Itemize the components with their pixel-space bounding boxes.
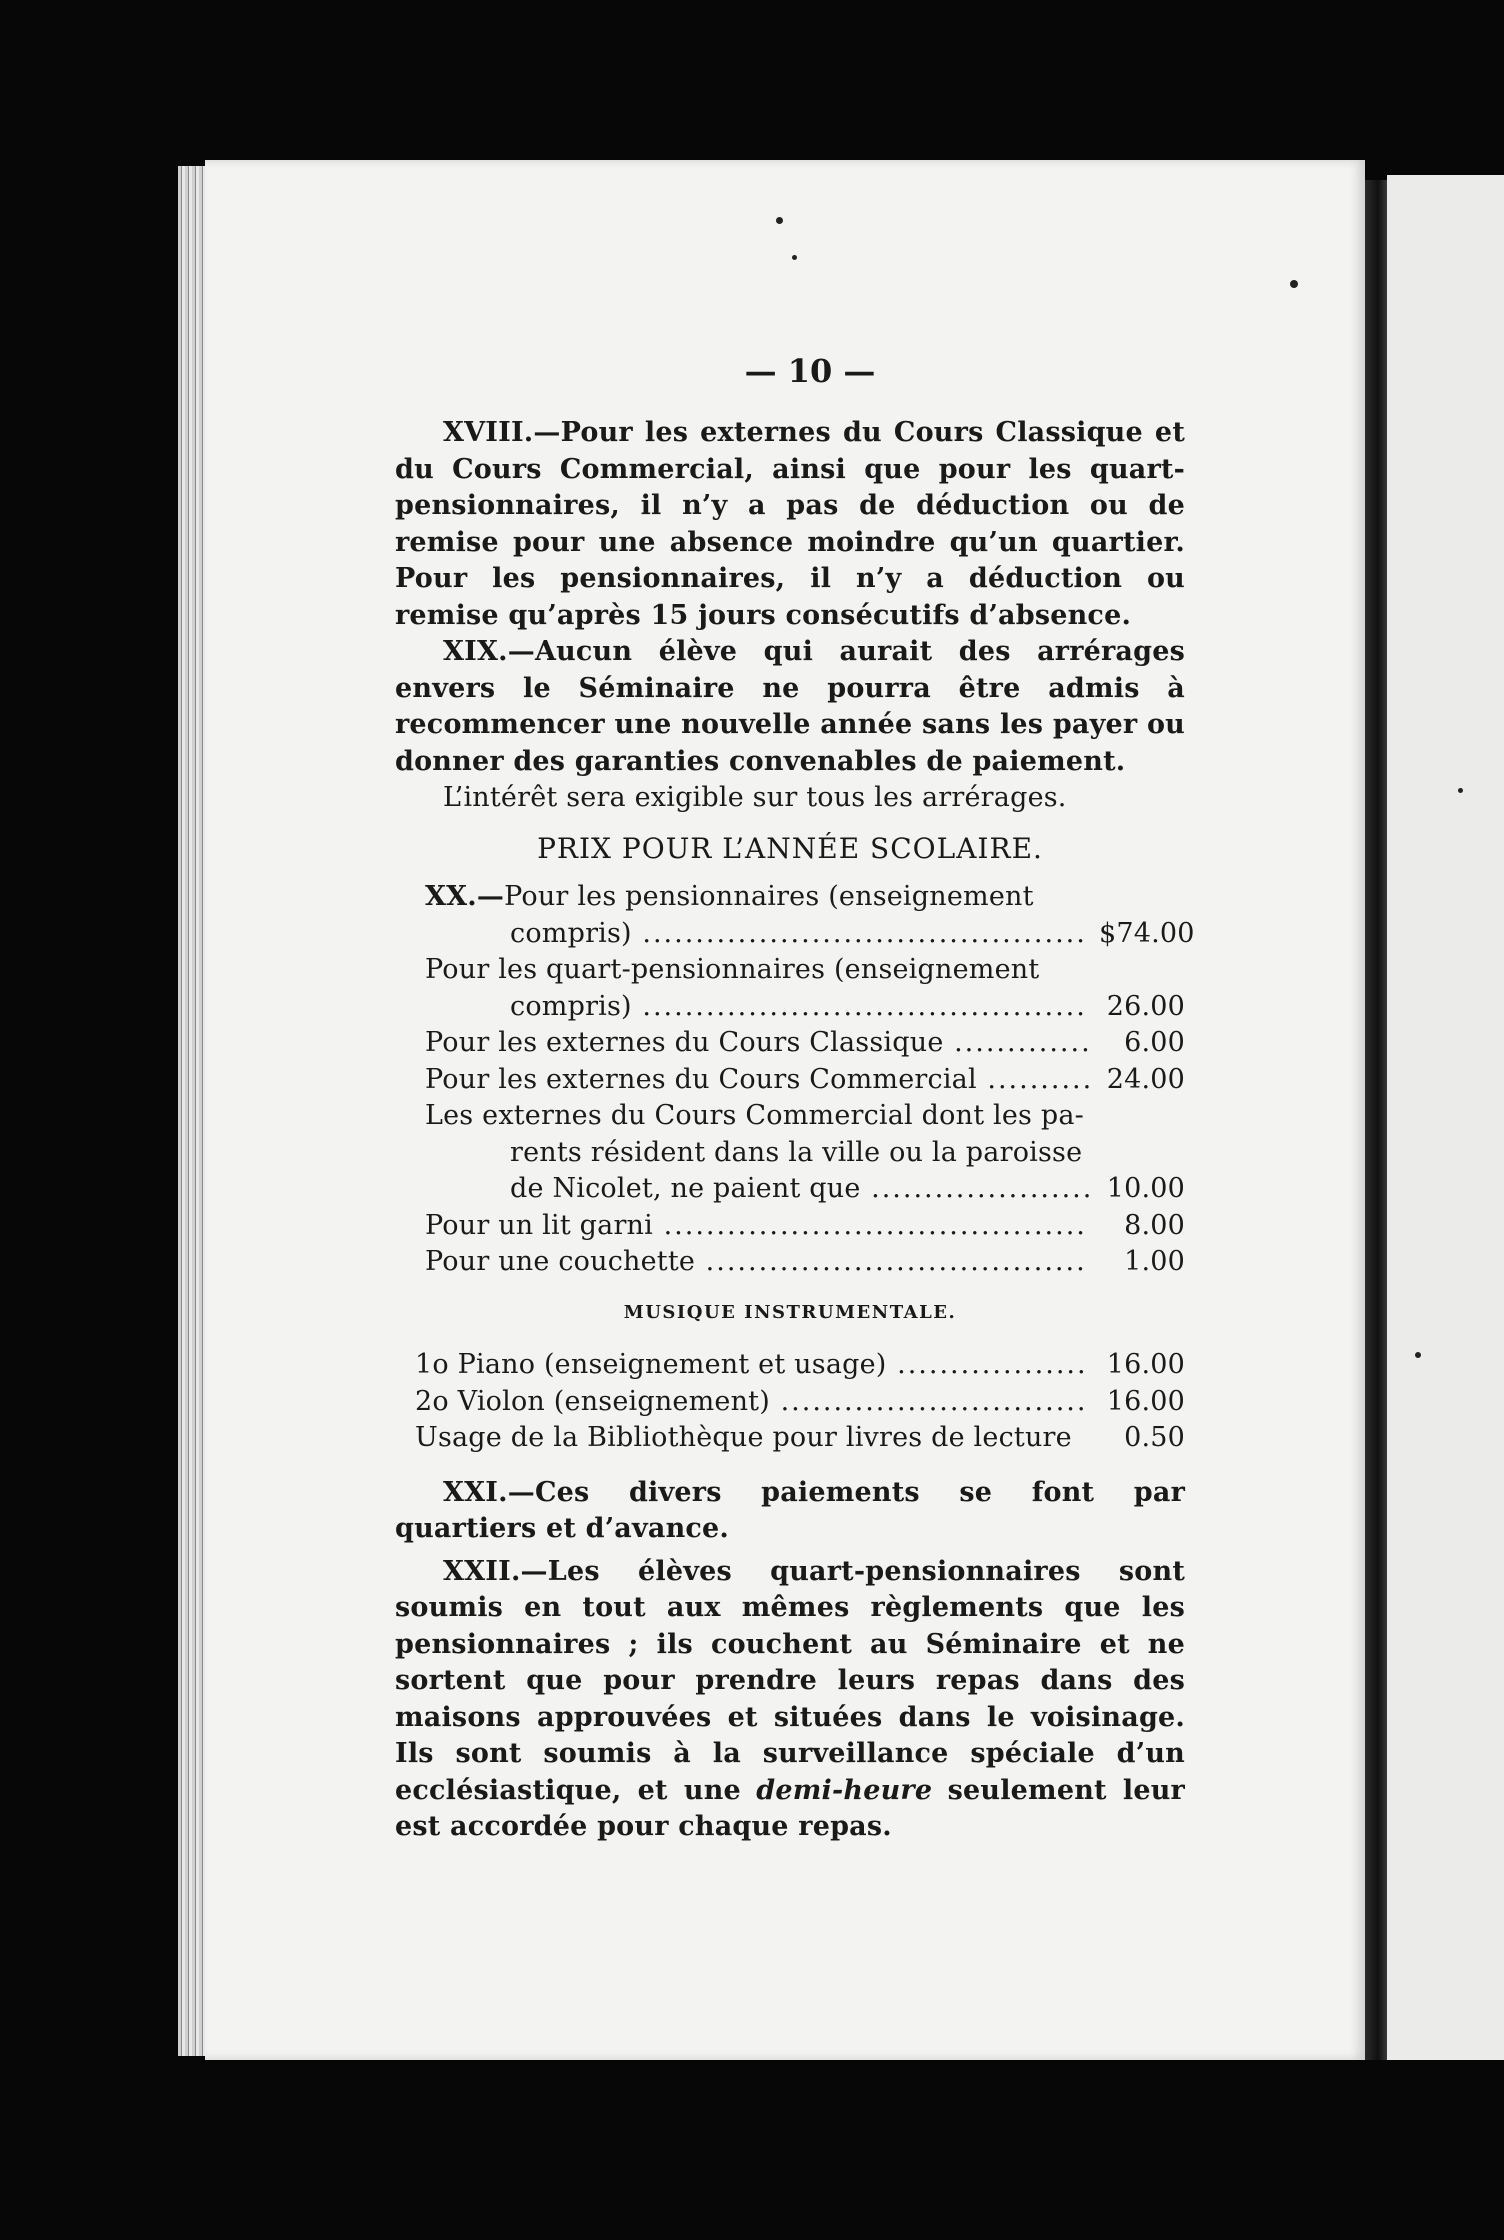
price-boarders-line2: compris) ..... [510,916,1089,953]
price-row-line [425,989,1185,1026]
price-item-cot [425,1244,1185,1281]
music-heading: MUSIQUE INSTRUMENTALE. [623,1301,957,1323]
music-item-library [415,1420,1185,1457]
price-classical-label: Pour les externes du Cours Classique ..... [425,1025,1089,1062]
price-item-commercial [425,1062,1185,1099]
ink-speck [1415,1352,1421,1358]
price-boarders-line1: Pour les pensionnaires (enseignement [504,881,1034,912]
article-20-label: XX.— [425,881,505,912]
price-row-line [425,1135,1185,1172]
article-22-italic: demi-heure [756,1774,933,1806]
article-19 [395,634,1185,780]
music-violin-label: 2o Violon (enseignement) ..... [415,1384,1089,1421]
article-18-text: Pour les externes du Cours Classique et du Cours Commercial, ainsi que pour les quart-pensionnaires, il n’y a pas de déduction ou de remise pour une absence moindre qu’un quartier. Pour les pensionnaires, il n’y a déduction ou remise qu’après 15 jours consécutifs d’absence. [395,417,1185,631]
price-row-line [425,879,1185,916]
article-20 [395,879,1195,1281]
price-commercial-label: Pour les externes du Cours Commercial ..... [425,1062,1089,1099]
page-number: — 10 — [744,352,876,390]
price-item-bed [425,1208,1185,1245]
article-21-text: Ces divers paiements se font par quartiers et d’avance. [395,1476,1185,1544]
price-commercial-amount: 24.00 [1106,1063,1185,1095]
price-boarders-amount: $74.00 [1099,917,1195,949]
ink-speck [776,217,783,224]
price-quarter-line1: Pour les quart-pensionnaires (enseignement [425,954,1040,985]
price-bed-label: Pour un lit garni ..... [425,1208,1089,1245]
music-item-violin [415,1384,1185,1421]
ink-speck [1290,280,1298,288]
price-line-with-label [425,879,1185,916]
price-item-local-externs [425,1098,1185,1208]
music-piano-amount: 16.00 [1106,1349,1185,1380]
price-item-boarders [425,879,1195,952]
price-row-line [425,1098,1185,1135]
price-classical-amount: 6.00 [1124,1027,1185,1058]
price-local-line3: de Nicolet, ne paient que ..... [510,1171,1089,1208]
article-22 [395,1554,1185,1846]
page-content [395,415,1195,1846]
price-local-line1: Les externes du Cours Commercial dont les pa- [425,1100,1084,1131]
price-quarter-line2: compris) ..... [510,989,1089,1026]
article-18-label: XVIII.— [443,417,561,448]
price-item-quarter-boarders [425,952,1185,1025]
article-22-text-after: seulement leur est accordée pour chaque repas. [395,1774,1185,1842]
price-item-classical [425,1025,1185,1062]
prices-heading: PRIX POUR L’ANNÉE SCOLAIRE. [537,831,1043,865]
price-local-amount: 10.00 [1106,1173,1185,1204]
music-item-piano [415,1347,1185,1384]
music-piano-label: 1o Piano (enseignement et usage) ..... [415,1347,1089,1384]
price-row-line [425,916,1195,953]
price-row-line [425,1171,1185,1208]
closing-articles [395,1475,1185,1846]
price-local-line2: rents résident dans la ville ou la paroisse [510,1136,1083,1168]
music-violin-amount: 16.00 [1106,1385,1185,1417]
ink-speck [792,255,797,260]
article-18 [395,415,1185,634]
book-gutter [1365,180,1387,2060]
article-19-text: Aucun élève qui aurait des arrérages envers le Séminaire ne pourra être admis à recommencer une nouvelle année sans les payer ou donner des garanties convenables de paiement. [395,636,1185,777]
price-cot-amount: 1.00 [1124,1246,1185,1277]
article-21-label: XXI.— [443,1476,535,1508]
music-library-label: Usage de la Bibliothèque pour livres de lecture [415,1422,1072,1453]
article-19-label: XIX.— [443,636,535,667]
article-22-text-before: Les élèves quart-pensionnaires sont soumis en tout aux mêmes règlements que les pensionnaires ; ils couchent au Séminaire et ne sortent que pour prendre leurs repas dans des maisons approuvées et situées dans le voisinage. Ils sont soumis à la surveillance spéciale d’un ecclésiastique, et une [395,1555,1185,1806]
facing-page-edge [1387,175,1504,2060]
music-prices [395,1347,1185,1457]
ink-speck [1458,788,1463,793]
price-bed-amount: 8.00 [1124,1209,1185,1241]
price-quarter-amount: 26.00 [1106,990,1185,1022]
price-cot-label: Pour une couchette ..... [425,1244,1089,1281]
interest-note: L’intérêt sera exigible sur tous les arrérages. [443,782,1067,813]
price-row-line [425,952,1185,989]
article-22-label: XXII.— [443,1555,548,1587]
music-library-amount: 0.50 [1124,1422,1185,1453]
article-21 [395,1475,1185,1548]
